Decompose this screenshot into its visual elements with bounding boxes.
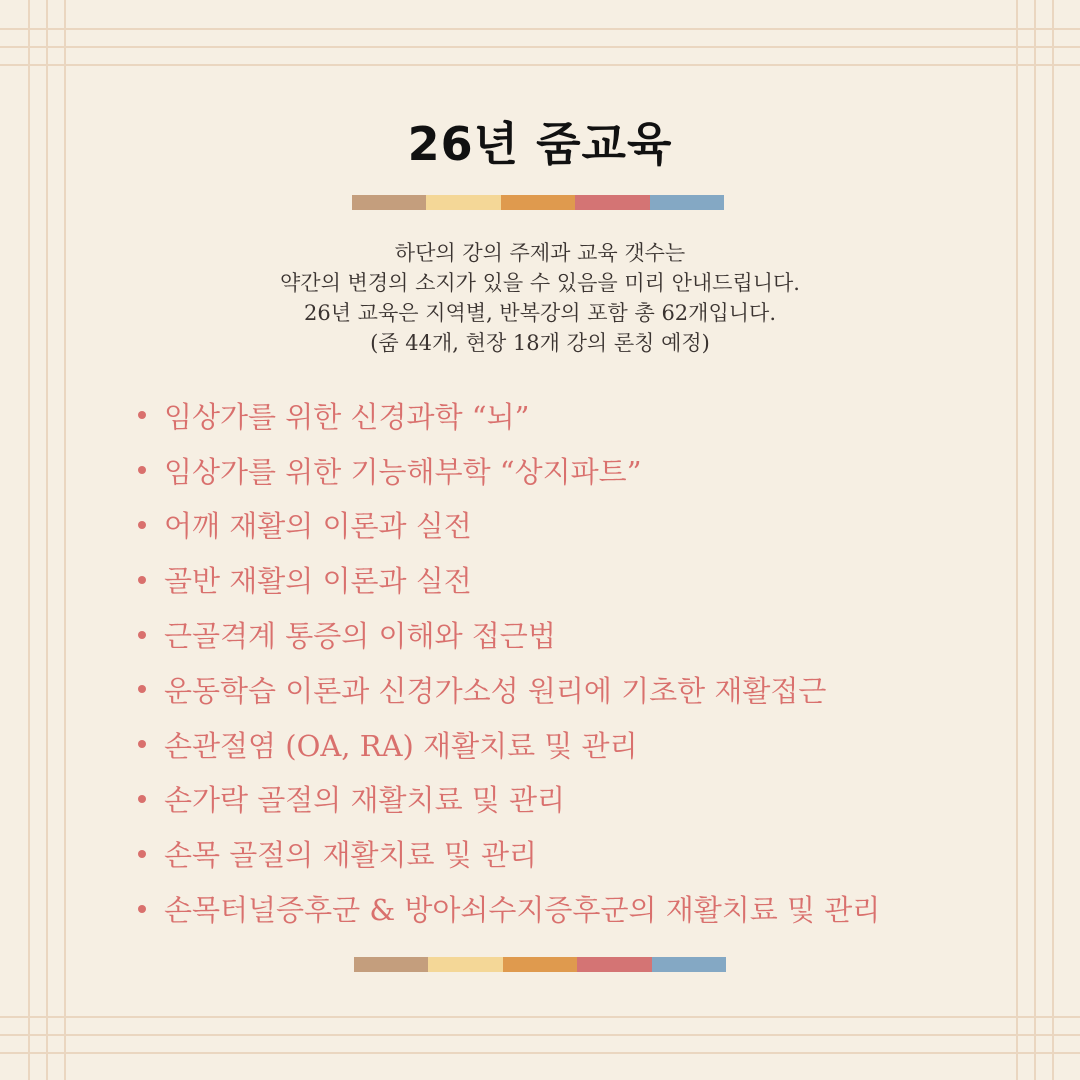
bullet-icon xyxy=(138,576,146,584)
topic-label: 운동학습 이론과 신경가소성 원리에 기초한 재활접근 xyxy=(164,673,827,708)
frame-line xyxy=(0,64,1080,66)
topic-label: 근골격계 통증의 이해와 접근법 xyxy=(164,619,556,654)
list-item xyxy=(138,772,1038,827)
stripe-segment xyxy=(354,957,428,972)
topic-label: 어깨 재활의 이론과 실전 xyxy=(164,509,472,544)
bullet-icon xyxy=(138,740,146,748)
topic-label: 손가락 골절의 재활치료 및 관리 xyxy=(164,783,566,818)
color-stripe-top xyxy=(352,195,724,210)
bullet-icon xyxy=(138,850,146,858)
topic-label: 손목터널증후군 & 방아쇠수지증후군의 재활치료 및 관리 xyxy=(164,893,881,928)
bullet-icon xyxy=(138,685,146,693)
intro-line: 약간의 변경의 소지가 있을 수 있음을 미리 안내드립니다. xyxy=(280,271,800,295)
list-item xyxy=(138,607,1038,662)
stripe-segment xyxy=(575,195,649,210)
stripe-segment xyxy=(426,195,500,210)
bullet-icon xyxy=(138,411,146,419)
color-stripe-bottom xyxy=(354,957,726,972)
frame-line xyxy=(0,1034,1080,1036)
list-item xyxy=(138,388,1038,443)
list-item xyxy=(138,662,1038,717)
frame-line xyxy=(0,1016,1080,1018)
stripe-segment xyxy=(650,195,724,210)
intro-line: 하단의 강의 주제과 교육 갯수는 xyxy=(394,241,686,265)
stripe-segment xyxy=(652,957,726,972)
topic-list xyxy=(138,388,1038,936)
frame-line xyxy=(0,1052,1080,1054)
bullet-icon xyxy=(138,795,146,803)
bullet-icon xyxy=(138,905,146,913)
topic-label: 임상가를 위한 기능해부학 “상지파트” xyxy=(164,454,642,489)
stripe-segment xyxy=(428,957,502,972)
list-item xyxy=(138,443,1038,498)
stripe-segment xyxy=(577,957,651,972)
frame-line xyxy=(0,28,1080,30)
topic-label: 골반 재활의 이론과 실전 xyxy=(164,564,472,599)
stripe-segment xyxy=(503,957,577,972)
frame-line xyxy=(0,46,1080,48)
intro-text xyxy=(0,238,1080,358)
topic-label: 임상가를 위한 신경과학 “뇌” xyxy=(164,399,530,434)
list-item xyxy=(138,717,1038,772)
list-item xyxy=(138,498,1038,553)
intro-line: 26년 교육은 지역별, 반복강의 포함 총 62개입니다. xyxy=(304,301,776,325)
page-title: 26년 줌교육 xyxy=(407,117,673,171)
intro-line: (줌 44개, 현장 18개 강의 론칭 예정) xyxy=(370,331,710,355)
topic-label: 손목 골절의 재활치료 및 관리 xyxy=(164,838,538,873)
bullet-icon xyxy=(138,521,146,529)
stripe-segment xyxy=(501,195,575,210)
bullet-icon xyxy=(138,466,146,474)
list-item xyxy=(138,881,1038,936)
topic-label: 손관절염 (OA, RA) 재활치료 및 관리 xyxy=(164,728,638,763)
list-item xyxy=(138,552,1038,607)
stripe-segment xyxy=(352,195,426,210)
bullet-icon xyxy=(138,631,146,639)
list-item xyxy=(138,826,1038,881)
